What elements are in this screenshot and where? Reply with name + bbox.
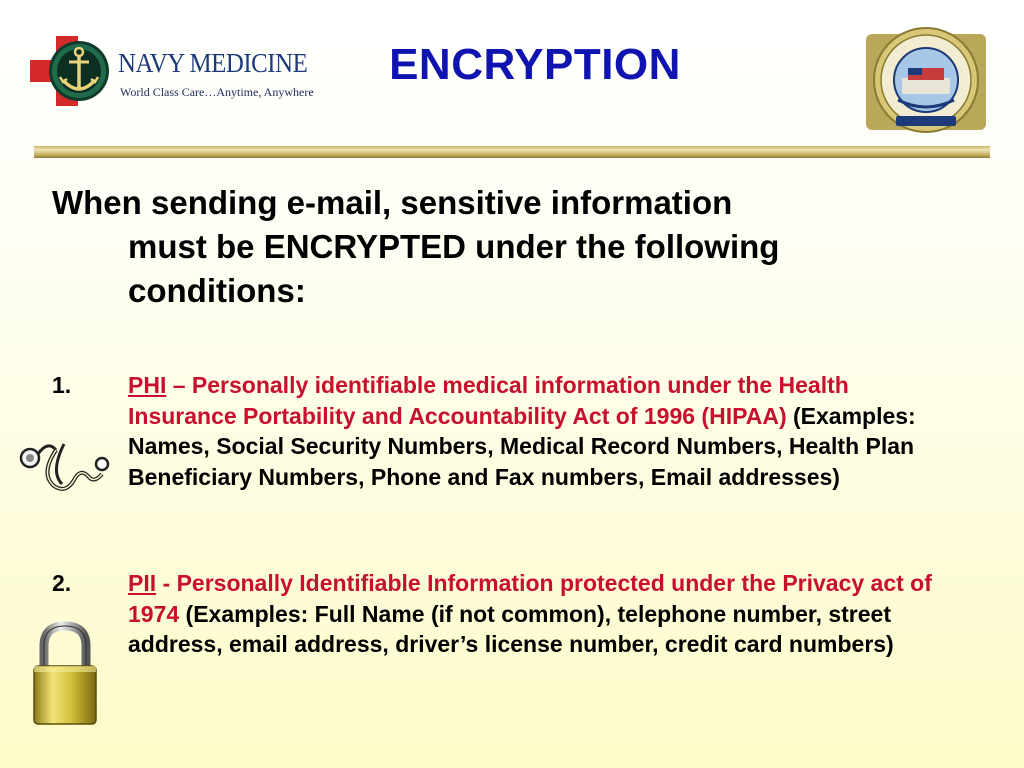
- stethoscope-icon: [14, 432, 114, 502]
- intro-line-3: conditions:: [128, 272, 306, 309]
- intro-text: [52, 181, 952, 313]
- anchor-cross-icon: [30, 36, 120, 106]
- item-number: 1.: [52, 372, 72, 398]
- logo-tagline: World Class Care…Anytime, Anywhere: [120, 85, 314, 99]
- title-divider: [34, 146, 990, 157]
- item-term: PII: [128, 570, 157, 596]
- naval-seal-icon: [862, 24, 990, 138]
- intro-line-1: When sending e-mail, sensitive information: [52, 184, 733, 221]
- item-text: [128, 370, 958, 492]
- item-examples: (Examples: Full Name (if not common), telephone number, street address, email address, driver’s license number, credit card numbers): [128, 600, 894, 657]
- slide-title: ENCRYPTION: [389, 40, 681, 89]
- item-text: [128, 568, 958, 660]
- padlock-icon: [30, 620, 100, 728]
- item-term: PHI: [128, 372, 167, 398]
- intro-line-2: must be ENCRYPTED under the following: [128, 228, 780, 265]
- item-definition: – Personally identifiable medical information under the Health Insurance Portability and Accountability Act of 1996 (HIPAA): [128, 372, 849, 429]
- item-definition: - Personally Identifiable Information protected under the Privacy act of 1974: [128, 570, 932, 627]
- item-examples: (Examples: Names, Social Security Numbers, Medical Record Numbers, Health Plan Beneficiary Numbers, Phone and Fax numbers, Email addresses): [128, 402, 916, 490]
- logo-title: NAVY MEDICINE: [118, 48, 308, 78]
- navy-medicine-logo: [30, 36, 314, 106]
- item-number: 2.: [52, 570, 72, 596]
